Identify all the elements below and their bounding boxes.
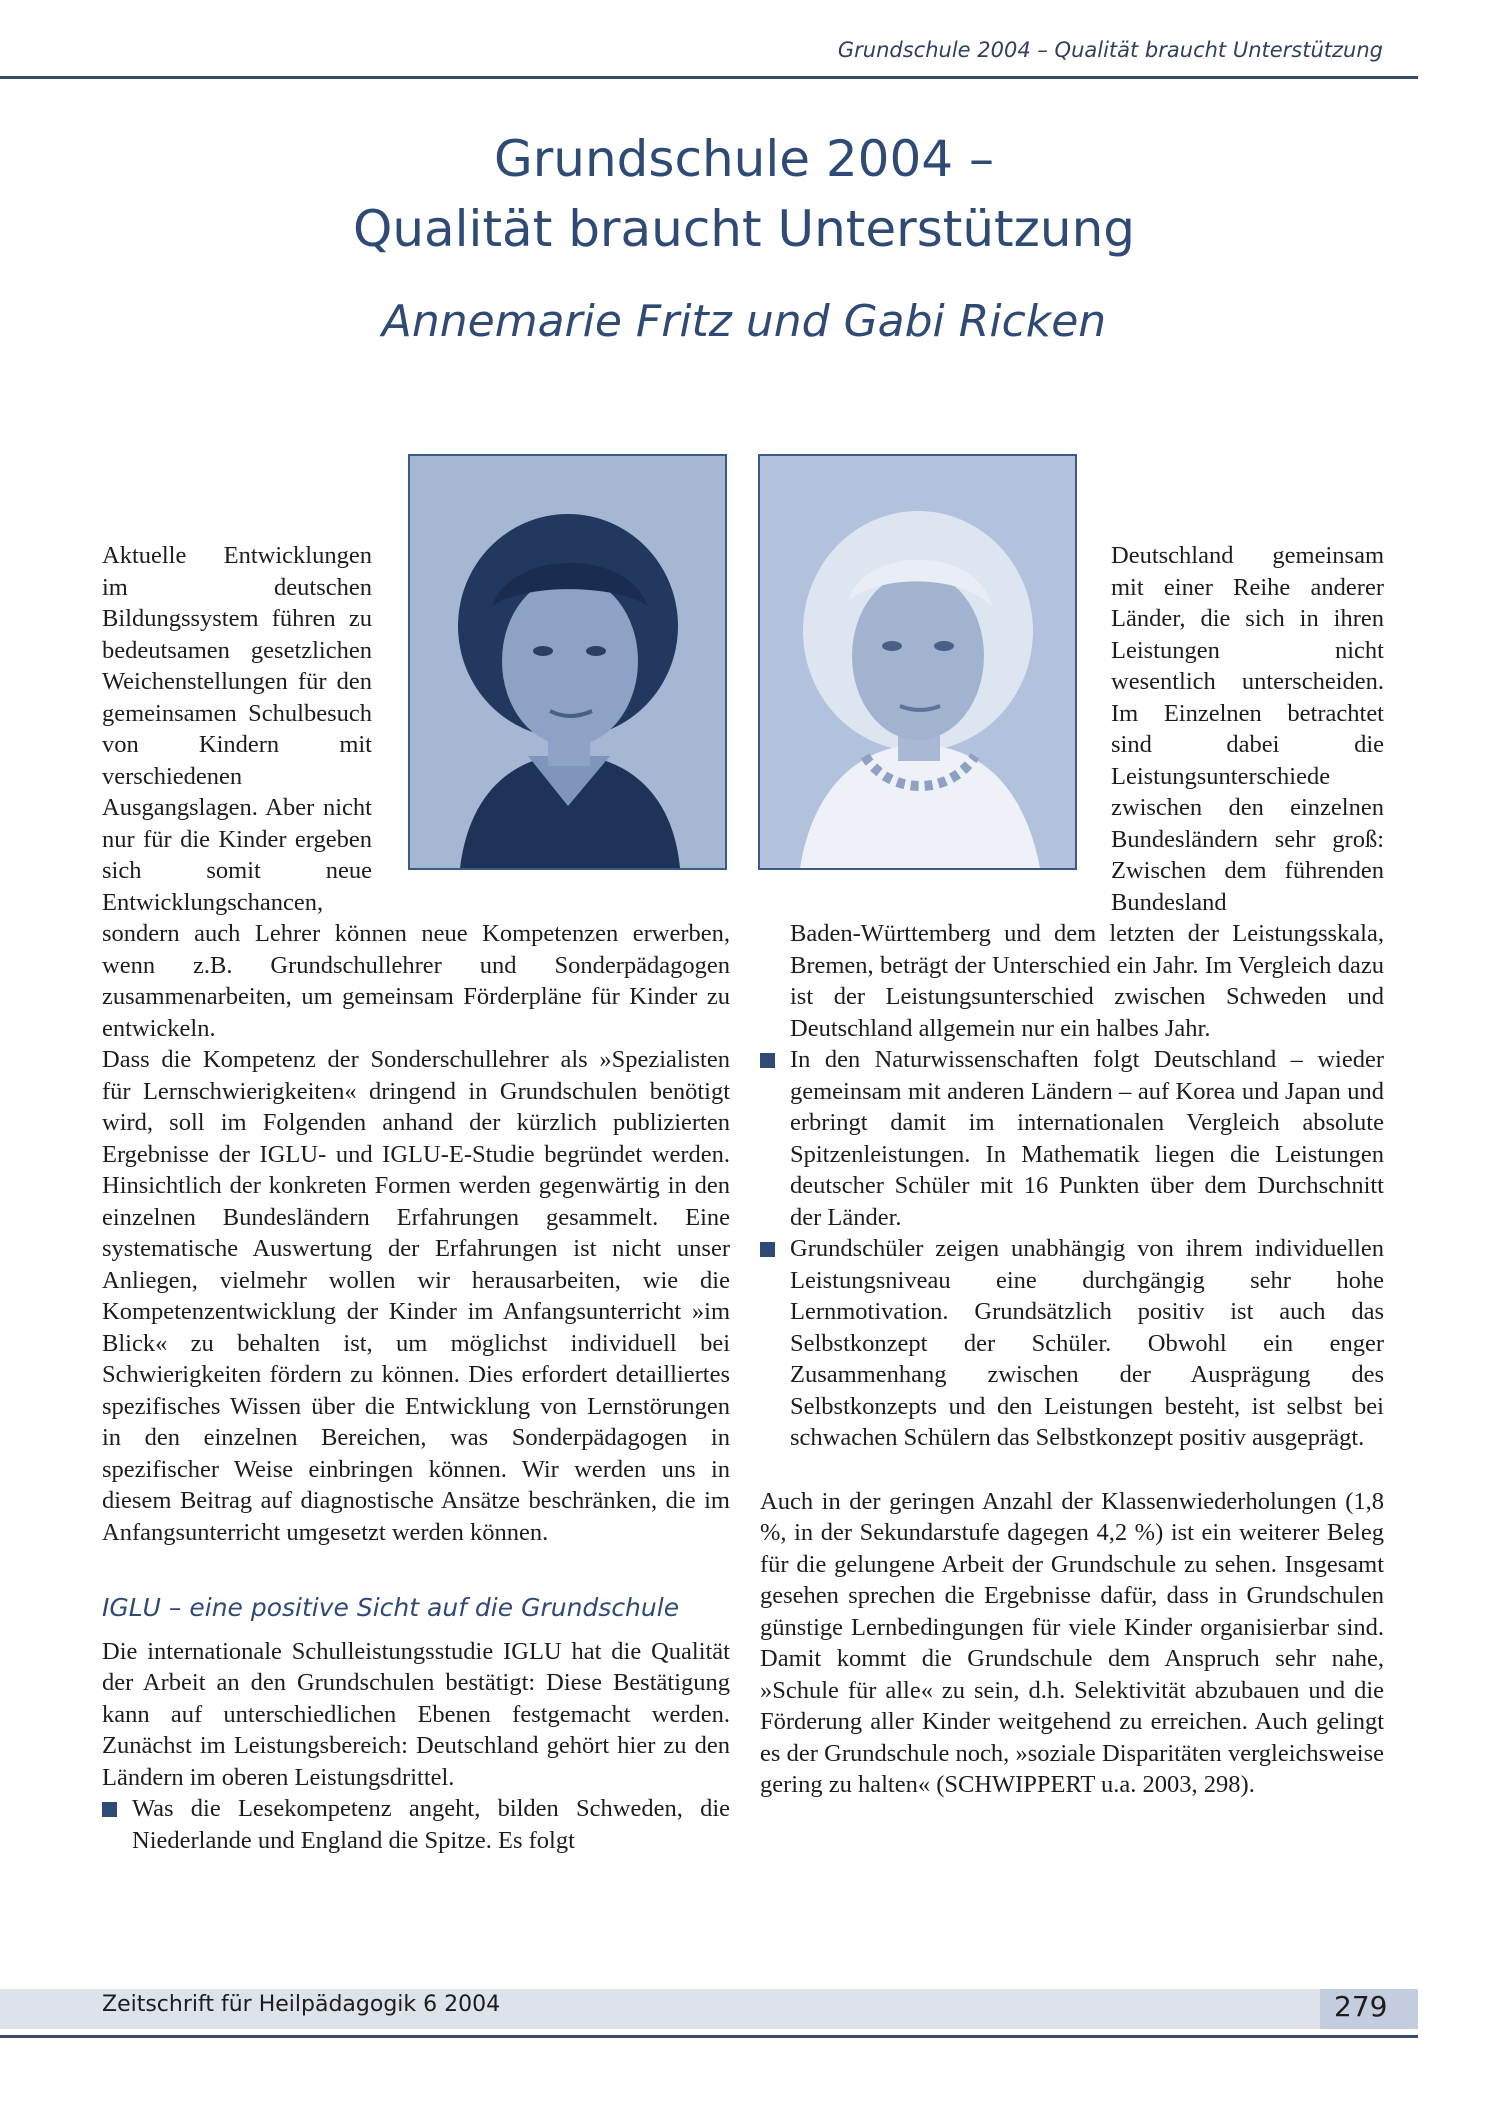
title-line-2: Qualität braucht Unterstützung <box>352 200 1136 258</box>
paragraph-kompetenz: Dass die Kompetenz der Sonderschullehrer als »Spezialisten für Lernschwierigkeiten« dringend in Grundschulen benötigt wird, soll im Folgenden anhand der kürzlich publizierten Ergebnisse der IGLU- und IGLU-E-Studie begründet werden. Hinsichtlich der konkreten Formen werden gegenwärtig in den einzelnen Bundesländern Erfahrungen gesammelt. Eine systematische Auswertung der Erfahrungen ist nicht unser Anliegen, vielmehr wollen wir herausarbeiten, wie die Kompetenzentwicklung der Kinder im Anfangsunterricht »im Blick« zu behalten ist, um möglichst individuell bei Schwierigkeiten fördern zu können. Dies erfordert detailliertes spezifisches Wissen über die Entwicklung von Lernstörungen in den einzelnen Bereichen, was Sonderpädagogen in spezifischer Weise einbringen können. Wir werden uns in diesem Beitrag auf diagnostische Ansätze beschränken, die im Anfangsunterricht umgesetzt werden können. <box>102 1046 730 1546</box>
section-subheading: IGLU – eine positive Sicht auf die Grundschule <box>102 1593 680 1622</box>
bullet-square-icon <box>102 1802 117 1817</box>
header-rule <box>0 76 1418 79</box>
bullet-item-naturwissenschaften <box>760 1044 1384 1233</box>
footer-rule <box>0 2035 1418 2038</box>
bullet-text: In den Naturwissenschaften folgt Deutschland – wieder gemeinsam mit anderen Ländern – auf Korea und Japan und erbringt damit im internationalen Vergleich absolute Spitzenleistungen. In Mathematik liegen die Leistungen deutscher Schüler mit 16 Punkten über dem Durchschnitt der Länder. <box>790 1046 1384 1231</box>
bullet-text: Was die Lesekompetenz angeht, bilden Schweden, die Niederlande und England die Spitze. Es folgt <box>132 1795 730 1854</box>
intro-paragraph-narrow: Aktuelle Entwicklungen im deutschen Bildungssystem führen zu bedeutsamen gesetzlichen Weichenstellungen für den gemeinsamen Schulbesuch von Kindern mit verschiedenen Ausgangslagen. Aber nicht nur für die Kinder ergeben sich somit neue Entwicklungschancen, <box>102 542 372 916</box>
bullet-list <box>102 1793 730 1856</box>
bullet-continuation-wide: Baden-Württemberg und dem letzten der Leistungsskala, Bremen, beträgt der Unterschied ein Jahr. Im Vergleich dazu ist der Leistungsunterschied zwischen Schweden und Deutschland allgemein nur ein halbes Jahr. <box>790 920 1384 1042</box>
bullet-list <box>760 1044 1384 1454</box>
bullet-square-icon <box>760 1053 775 1068</box>
article-authors: Annemarie Fritz und Gabi Ricken <box>381 296 1107 347</box>
bullet-item-lesekompetenz <box>102 1793 730 1856</box>
article-title <box>0 124 1488 264</box>
journal-citation: Zeitschrift für Heilpädagogik 6 2004 <box>102 1992 501 2017</box>
page-number: 279 <box>1334 1990 1388 2023</box>
bullet-text: Grundschüler zeigen unabhängig von ihrem individuellen Leistungsniveau eine durchgängig sehr hohe Lernmotivation. Grundsätzlich positiv ist auch das Selbstkonzept der Schüler. Obwohl ein enger Zusammenhang zwischen der Ausprägung des Selbstkonzepts und den Leistungen besteht, ist selbst bei schwachen Schülern das Selbstkonzept positiv ausgeprägt. <box>790 1235 1384 1451</box>
title-line-1: Grundschule 2004 – <box>493 130 995 188</box>
right-column <box>760 540 1384 1801</box>
running-header: Grundschule 2004 – Qualität braucht Unterstützung <box>837 38 1383 62</box>
bullet-square-icon <box>760 1242 775 1257</box>
bullet-continuation-narrow: Deutschland gemeinsam mit einer Reihe anderer Länder, die sich in ihren Leistungen nicht wesentlich unterscheiden. Im Einzelnen betrachtet sind dabei die Leistungsunterschiede zwischen den einzelnen Bundesländern sehr groß: Zwischen dem führenden Bundesland <box>1111 542 1384 916</box>
left-column <box>102 540 730 1856</box>
paragraph-gap <box>760 1454 1384 1486</box>
bullet-item-motivation <box>760 1233 1384 1454</box>
paragraph-klassenwiederholungen: Auch in der geringen Anzahl der Klassenwiederholungen (1,8 %, in der Sekundarstufe dagegen 4,2 %) ist ein weiterer Beleg für die gelungene Arbeit der Grundschule zu sehen. Insgesamt gesehen sprechen die Ergebnisse dafür, dass in Grundschulen günstige Lernbedingungen für viele Kinder organisierbar sind. Damit kommt die Grundschule dem Anspruch sehr nahe, »Schule für alle« zu sein, d.h. Selektivität abzubauen und die Förderung aller Kinder weitgehend zu erreichen. Auch gelingt es der Grundschule noch, »soziale Disparitäten vergleichsweise gering zu halten« (SCHWIPPERT u.a. 2003, 298). <box>760 1487 1384 1798</box>
intro-paragraph-continued: sondern auch Lehrer können neue Kompetenzen erwerben, wenn z.B. Grundschullehrer und Sonderpädagogen zusammenarbeiten, um gemeinsam Förderpläne für Kinder zu entwickeln. <box>102 920 730 1042</box>
paragraph-iglu: Die internationale Schulleistungsstudie IGLU hat die Qualität der Arbeit an den Grundschulen bestätigt: Diese Bestätigung kann auf unterschiedlichen Ebenen festgemacht werden. Zunächst im Leistungsbereich: Deutschland gehört hier zu den Ländern im oberen Leistungsdrittel. <box>102 1637 730 1791</box>
